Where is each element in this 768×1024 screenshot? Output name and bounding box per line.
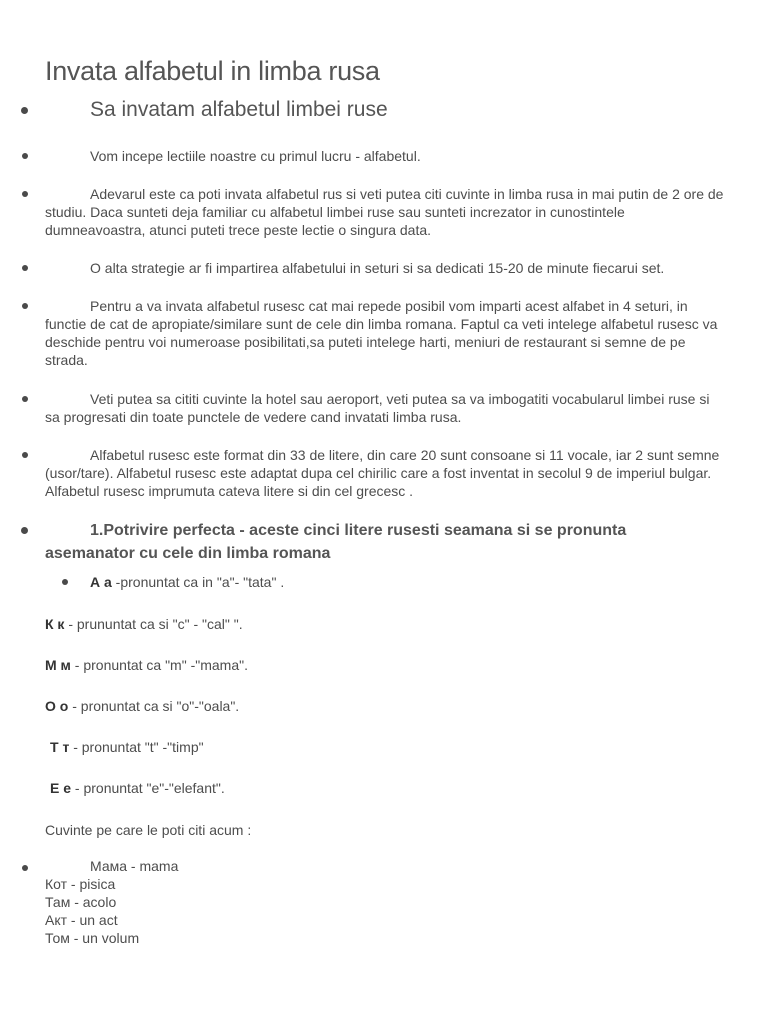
paragraph-text: Veti putea sa cititi cuvinte la hotel sau aeroport, veti putea sa va imbogatiti vocabularul limbei ruse si sa progresati din toate punctele de vedere cand invatati limba rusa. bbox=[45, 391, 710, 425]
list-item: Там - acolo bbox=[45, 894, 117, 910]
letter: О о bbox=[45, 698, 69, 714]
bullet-icon bbox=[22, 396, 28, 402]
list-item: Мама - mama bbox=[90, 858, 179, 874]
bullet-icon bbox=[22, 191, 28, 197]
list-item: Кот - pisica bbox=[45, 876, 116, 892]
bullet-icon bbox=[22, 865, 28, 871]
bullet-icon bbox=[22, 265, 28, 271]
paragraph-text: Pentru a va invata alfabetul rusesc cat mai repede posibil vom imparti acest alfabet in 4 seturi, in functie de cat de apropiate/similare sunt de cele din limba romana. Faptul ca veti intelege alfabetul rusesc va deschide pentru voi numeroase posibilitati,sa puteti intelege harti, meniuri de restaurant si semne de pe strada. bbox=[45, 298, 718, 368]
letter: Т т bbox=[50, 739, 70, 755]
bullet-icon bbox=[22, 303, 28, 309]
letter-row bbox=[50, 779, 225, 797]
words-intro: Cuvinte pe care le poti citi acum : bbox=[45, 822, 252, 838]
letter: К к bbox=[45, 616, 65, 632]
page-title: Invata alfabetul in limba rusa bbox=[45, 56, 380, 86]
word-list bbox=[45, 857, 178, 947]
letter-desc: - prununtat ca si "c" - "cal" ". bbox=[64, 616, 243, 632]
bullet-icon bbox=[62, 579, 68, 585]
letter-desc: - pronuntat ca si "o"-"oala". bbox=[68, 698, 240, 714]
letter-desc: - pronuntat ca "m" -"mama". bbox=[70, 657, 248, 673]
section-heading-bold: 1.Potrivire perfecta - bbox=[90, 522, 250, 539]
subtitle: Sa invatam alfabetul limbei ruse bbox=[90, 98, 388, 121]
paragraph-text: O alta strategie ar fi impartirea alfabetului in seturi si sa dedicati 15-20 de minute fiecarui set. bbox=[90, 260, 665, 276]
bullet-icon bbox=[21, 107, 28, 114]
letter: М м bbox=[45, 657, 71, 673]
letter-row bbox=[45, 656, 248, 674]
bullet-icon bbox=[21, 527, 28, 534]
paragraph-text: Adevarul este ca poti invata alfabetul rus si veti putea citi cuvinte in limba rusa in mai putin de 2 ore de studiu. Daca sunteti deja familiar cu alfabetul limbei ruse sau sunteti increzator in cunostintele dumneavoastra, atunci puteti trece peste lectie o singura data. bbox=[45, 186, 724, 238]
letter-desc: - pronuntat "e"-"elefant". bbox=[71, 780, 225, 796]
bullet-icon bbox=[22, 452, 28, 458]
letter-row bbox=[45, 615, 243, 633]
list-item: Акт - un act bbox=[45, 912, 118, 928]
letter-desc: - pronuntat "t" -"timp" bbox=[69, 739, 204, 755]
bullet-icon bbox=[22, 153, 28, 159]
letter-desc: -pronuntat ca in "a"- "tata" . bbox=[111, 574, 285, 590]
list-item: Том - un volum bbox=[45, 930, 140, 946]
letter: Е е bbox=[50, 780, 72, 796]
letter-row bbox=[50, 738, 204, 756]
letter-row bbox=[45, 697, 239, 715]
paragraph-text: Alfabetul rusesc este format din 33 de litere, din care 20 sunt consoane si 11 vocale, iar 2 sunt semne (usor/tare). Alfabetul rusesc este adaptat dupa cel chirilic care a fost inventat in secolul 9 de imperiul bulgar. Alfabetul rusesc imprumuta cateva litere si din cel grecesc . bbox=[45, 447, 720, 499]
letter: А а bbox=[90, 574, 112, 590]
section-heading-text: aceste cinci litere rusesti seamana si se pronunta asemanator cu cele din limba romana bbox=[45, 522, 627, 562]
paragraph-text: Vom incepe lectiile noastre cu primul lucru - alfabetul. bbox=[90, 148, 421, 164]
